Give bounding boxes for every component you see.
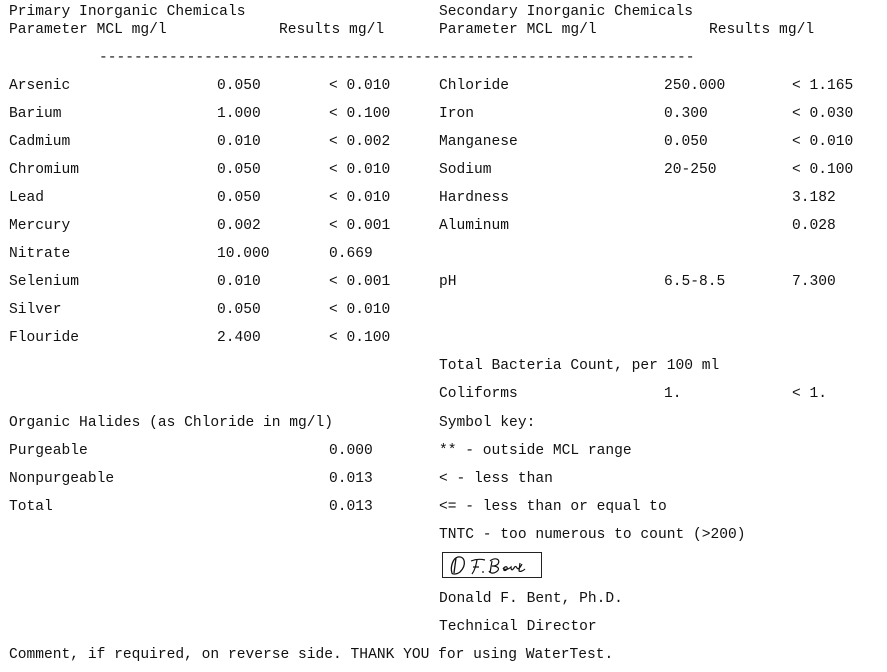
symbol-key-item: TNTC - too numerous to count (>200) [439, 527, 746, 543]
primary-mcl: 0.050 [217, 162, 261, 178]
secondary-result: < 0.010 [792, 134, 854, 150]
primary-title: Primary Inorganic Chemicals [9, 4, 246, 20]
primary-mcl: 1.000 [217, 106, 261, 122]
symbol-key-title: Symbol key: [439, 415, 536, 431]
primary-param: Silver [9, 302, 62, 318]
primary-param: Cadmium [9, 134, 71, 150]
organic-value: 0.013 [329, 471, 373, 487]
primary-param: Nitrate [9, 246, 71, 262]
signature-image [442, 552, 542, 578]
primary-header-param: Parameter MCL mg/l [9, 22, 167, 38]
secondary-mcl: 20-250 [664, 162, 717, 178]
bacteria-title: Total Bacteria Count, per 100 ml [439, 358, 720, 374]
secondary-param: Chloride [439, 78, 510, 94]
primary-result: < 0.100 [329, 106, 391, 122]
primary-mcl: 2.400 [217, 330, 261, 346]
organic-param: Nonpurgeable [9, 471, 115, 487]
secondary-mcl: 6.5-8.5 [664, 274, 726, 290]
primary-param: Flouride [9, 330, 80, 346]
primary-mcl: 0.010 [217, 274, 261, 290]
signature-scribble [443, 553, 541, 577]
organic-title: Organic Halides (as Chloride in mg/l) [9, 415, 334, 431]
symbol-key-item: ** - outside MCL range [439, 443, 632, 459]
primary-mcl: 0.050 [217, 190, 261, 206]
primary-result: < 0.001 [329, 218, 391, 234]
secondary-mcl: 0.050 [664, 134, 708, 150]
secondary-result: 0.028 [792, 218, 836, 234]
secondary-result: < 0.030 [792, 106, 854, 122]
secondary-param: Hardness [439, 190, 510, 206]
secondary-param: Sodium [439, 162, 492, 178]
secondary-mcl: 250.000 [664, 78, 726, 94]
primary-result: 0.669 [329, 246, 373, 262]
primary-mcl: 10.000 [217, 246, 270, 262]
secondary-result: 3.182 [792, 190, 836, 206]
organic-param: Total [9, 499, 53, 515]
secondary-param: Aluminum [439, 218, 510, 234]
bacteria-param: Coliforms [439, 386, 518, 402]
primary-result: < 0.001 [329, 274, 391, 290]
bacteria-mcl: 1. [664, 386, 682, 402]
primary-result: < 0.010 [329, 78, 391, 94]
primary-mcl: 0.050 [217, 302, 261, 318]
primary-mcl: 0.010 [217, 134, 261, 150]
primary-mcl: 0.050 [217, 78, 261, 94]
organic-value: 0.000 [329, 443, 373, 459]
signatory-title: Technical Director [439, 619, 597, 635]
secondary-header-results: Results mg/l [709, 22, 815, 38]
primary-mcl: 0.002 [217, 218, 261, 234]
primary-result: < 0.010 [329, 190, 391, 206]
primary-result: < 0.010 [329, 302, 391, 318]
secondary-result: 7.300 [792, 274, 836, 290]
symbol-key-item: <= - less than or equal to [439, 499, 667, 515]
primary-param: Selenium [9, 274, 80, 290]
secondary-result: < 0.100 [792, 162, 854, 178]
secondary-param: Iron [439, 106, 475, 122]
secondary-header-param: Parameter MCL mg/l [439, 22, 597, 38]
divider-line: -------------------------------------------------------------------- [99, 50, 695, 66]
footer-comment: Comment, if required, on reverse side. THANK YOU for using WaterTest. [9, 647, 614, 663]
secondary-param: pH [439, 274, 457, 290]
secondary-mcl: 0.300 [664, 106, 708, 122]
secondary-result: < 1.165 [792, 78, 854, 94]
primary-param: Arsenic [9, 78, 71, 94]
primary-result: < 0.100 [329, 330, 391, 346]
primary-param: Mercury [9, 218, 71, 234]
secondary-title: Secondary Inorganic Chemicals [439, 4, 693, 20]
primary-param: Chromium [9, 162, 80, 178]
symbol-key-item: < - less than [439, 471, 553, 487]
primary-param: Barium [9, 106, 62, 122]
organic-param: Purgeable [9, 443, 88, 459]
secondary-param: Manganese [439, 134, 518, 150]
bacteria-result: < 1. [792, 386, 828, 402]
primary-result: < 0.010 [329, 162, 391, 178]
organic-value: 0.013 [329, 499, 373, 515]
primary-param: Lead [9, 190, 45, 206]
signatory-name: Donald F. Bent, Ph.D. [439, 591, 623, 607]
primary-result: < 0.002 [329, 134, 391, 150]
primary-header-results: Results mg/l [279, 22, 385, 38]
